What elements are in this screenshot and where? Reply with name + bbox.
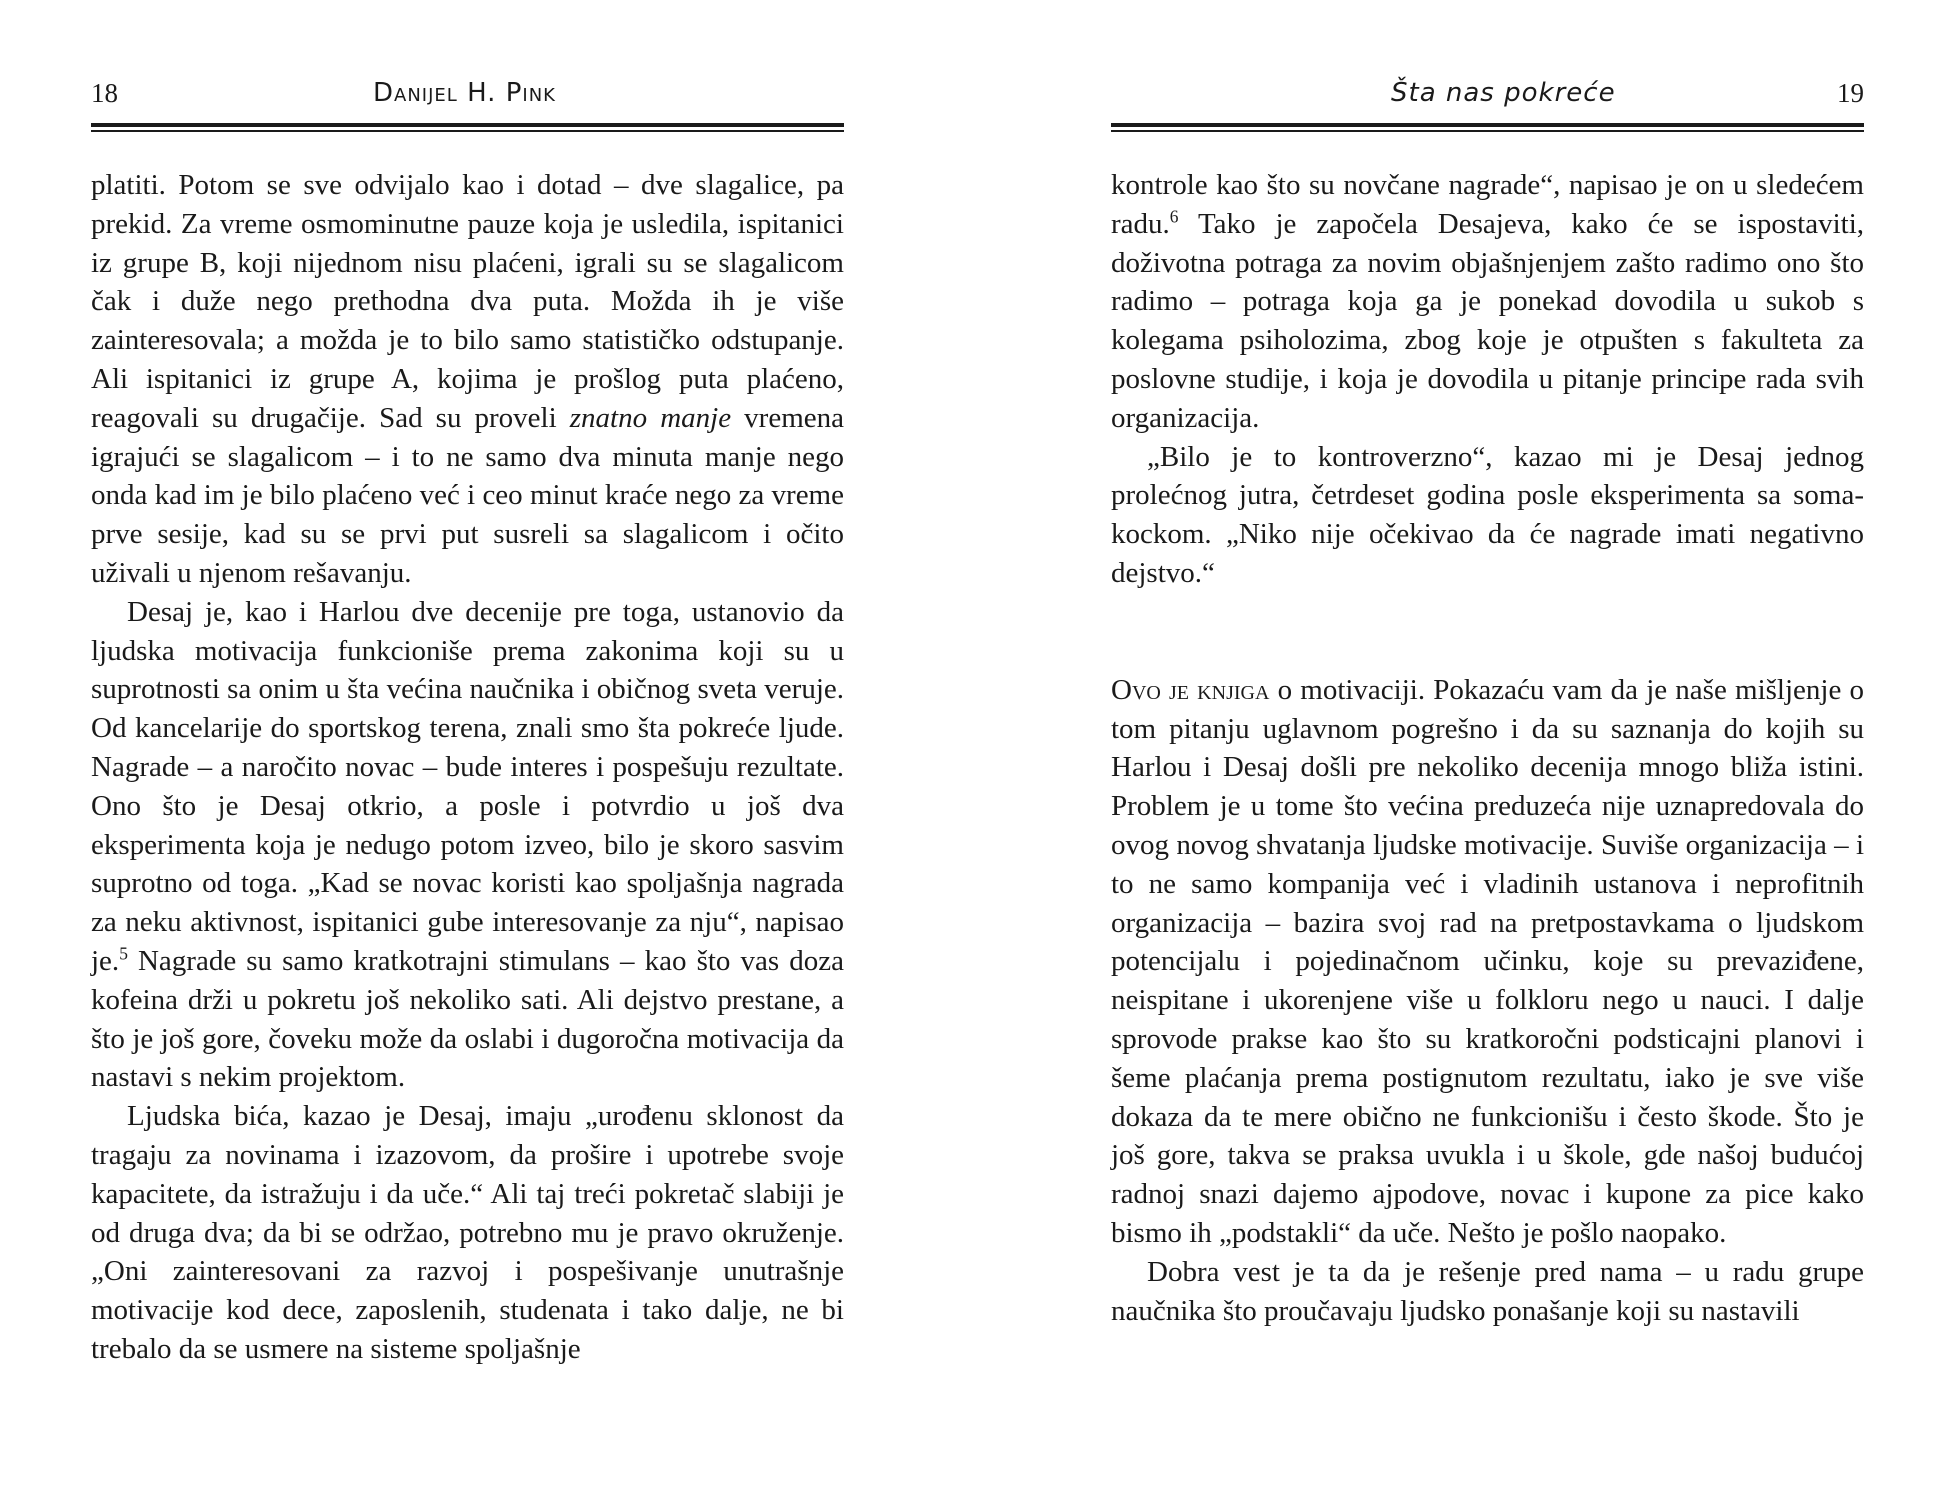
page-number: 18 xyxy=(91,78,118,108)
paragraph: kontrole kao što su novčane nagrade“, napisao je on u sledećem radu.$^6$ Tako je započela Desajeva, kako će se ispostaviti, doživotna potraga za novim objašnjenjem zašto radimo ono što radimo – potraga koja ga je ponekad dovodila u sukob s kolegama psiholozima, zbog koje je otpušten s fakulteta za poslovne studije, i koja je dovodila u pitanje principe rada svih organizacija. xyxy=(1111,169,1864,434)
footnote-marker: 6 xyxy=(1169,206,1179,227)
left-page xyxy=(91,0,844,1497)
paragraph: Desaj je, kao i Harlou dve decenije pre toga, ustanovio da ljudska motivacija funkcioniše prema zakonima koji su u suprotnosti sa onim u šta većina naučnika i običnog sveta veruje. Od kancelarije do sportskog terena, znali smo šta pokreće ljude. Nagrade – a naročito novac – bude interes i pospešuju rezultate. Ono što je Desaj otkrio, a posle i potvrdio u još dva eksperimenta koja je nedugo potom izveo, bilo je skoro sasvim suprotno od toga. „Kad se novac koristi kao spoljašnja nagrada za neku aktivnost, ispitanici gube interesovanje za nju“, napisao je.$^5$ Nagrade su samo kratkotrajni stimulans – kao što vas doza kofeina drži u pokretu još nekoliko sati. Ali dejstvo prestane, a što je još gore, čoveku može da oslabi i dugoročna motivacija da nastavi s nekim projektom. xyxy=(91,595,845,1094)
paragraph: Ljudska bića, kazao je Desaj, imaju „urođenu sklonost da tragaju za novinama i izazovom, da prošire i upotrebe svoje kapacitete, da istražuju i da uče.“ Ali taj treći pokretač slabiji je od druga dva; da bi se održao, potrebno mu je pravo okruženje. „Oni zainteresovani za razvoj i pospešivanje unutrašnje motivacije kod dece, zaposlenih, studenata i tako dalje, ne bi trebalo da se usmere na sisteme spoljašnje xyxy=(91,1100,844,1365)
paragraph: Ovo je knjiga o motivaciji. Pokazaću vam da je naše mišljenje o tom pitanju uglavnom pogrešno i da su saznanja do kojih su Harlou i Desaj došli pre nekoliko decenija mnogo bliža istini. Problem je u tome što većina preduzeća nije uznapredovala do ovog novog shvatanja ljudske motivacije. Suviše organizacija – i to ne samo kompanija već i vladinih ustanova i neprofitnih organizacija – bazira svoj rad na pretpostavkama o ljudskom potencijalu i pojedinačnom učinku, koje su prevaziđene, neispitane i ukorenjene više u folkloru nego u nauci. I dalje sprovode prakse kao što su kratkoročni podsticajni planovi i šeme plaćanja prema postignutom rezultatu, iako je sve više dokaza da te mere obično ne funkcionišu i često škode. Što je još gore, takva se praksa uvukla i u škole, gde našoj budućoj radnoj snazi dajemo ajpodove, novac i kupone za pice kako bismo ih „podstakli“ da uče. Nešto je pošlo naopako. xyxy=(1111,673,1865,1249)
right-page-header xyxy=(1111,78,1864,118)
running-head-author: Danijel H. Pink xyxy=(373,78,556,108)
left-page-body xyxy=(91,166,844,1369)
header-rule-thick xyxy=(91,123,844,127)
left-page-header xyxy=(91,78,844,118)
running-head-title: Šta nas pokreće xyxy=(1391,78,1616,108)
header-rule-thin xyxy=(1111,130,1864,132)
header-rule-thin xyxy=(91,130,844,132)
header-rule-thick xyxy=(1111,123,1864,127)
section-lead-in: Ovo je knjiga xyxy=(1111,673,1270,706)
paragraph: platiti. Potom se sve odvijalo kao i dotad – dve slagalice, pa prekid. Za vreme osmominutne pauze koja je usledila, ispitanici iz grupe B, koji nijednom nisu plaćeni, igrali su se slagalicom čak i duže nego prethodna dva puta. Možda ih je više zainteresovala; a možda je to bilo samo statističko odstupanje. Ali ispitanici iz grupe A, kojima je prošlog puta plaćeno, reagovali su drugačije. Sad su proveli znatno manje vremena igrajući se slagalicom – i to ne samo dva minuta manje nego onda kad im je bilo plaćeno već i ceo minut kraće nego za vreme prve sesije, kad su se prvi put susreli sa slagalicom i očito uživali u njenom rešavanju. xyxy=(91,169,844,589)
paragraph: „Bilo je to kontroverzno“, kazao mi je Desaj jednog prolećnog jutra, četrdeset godina posle eksperimenta sa soma-kockom. „Niko nije očekivao da će nagrade imati negativno dejstvo.“ xyxy=(1111,440,1864,589)
footnote-marker: 5 xyxy=(119,943,128,964)
emphasis: znatno manje xyxy=(569,401,732,434)
right-page-body xyxy=(1111,166,1864,1330)
right-page xyxy=(1111,0,1864,1497)
paragraph: Dobra vest je ta da je rešenje pred nama – u radu grupe naučnika što proučavaju ljudsko ponašanje koji su nastavili xyxy=(1111,1255,1864,1327)
page-number: 19 xyxy=(1837,78,1864,108)
